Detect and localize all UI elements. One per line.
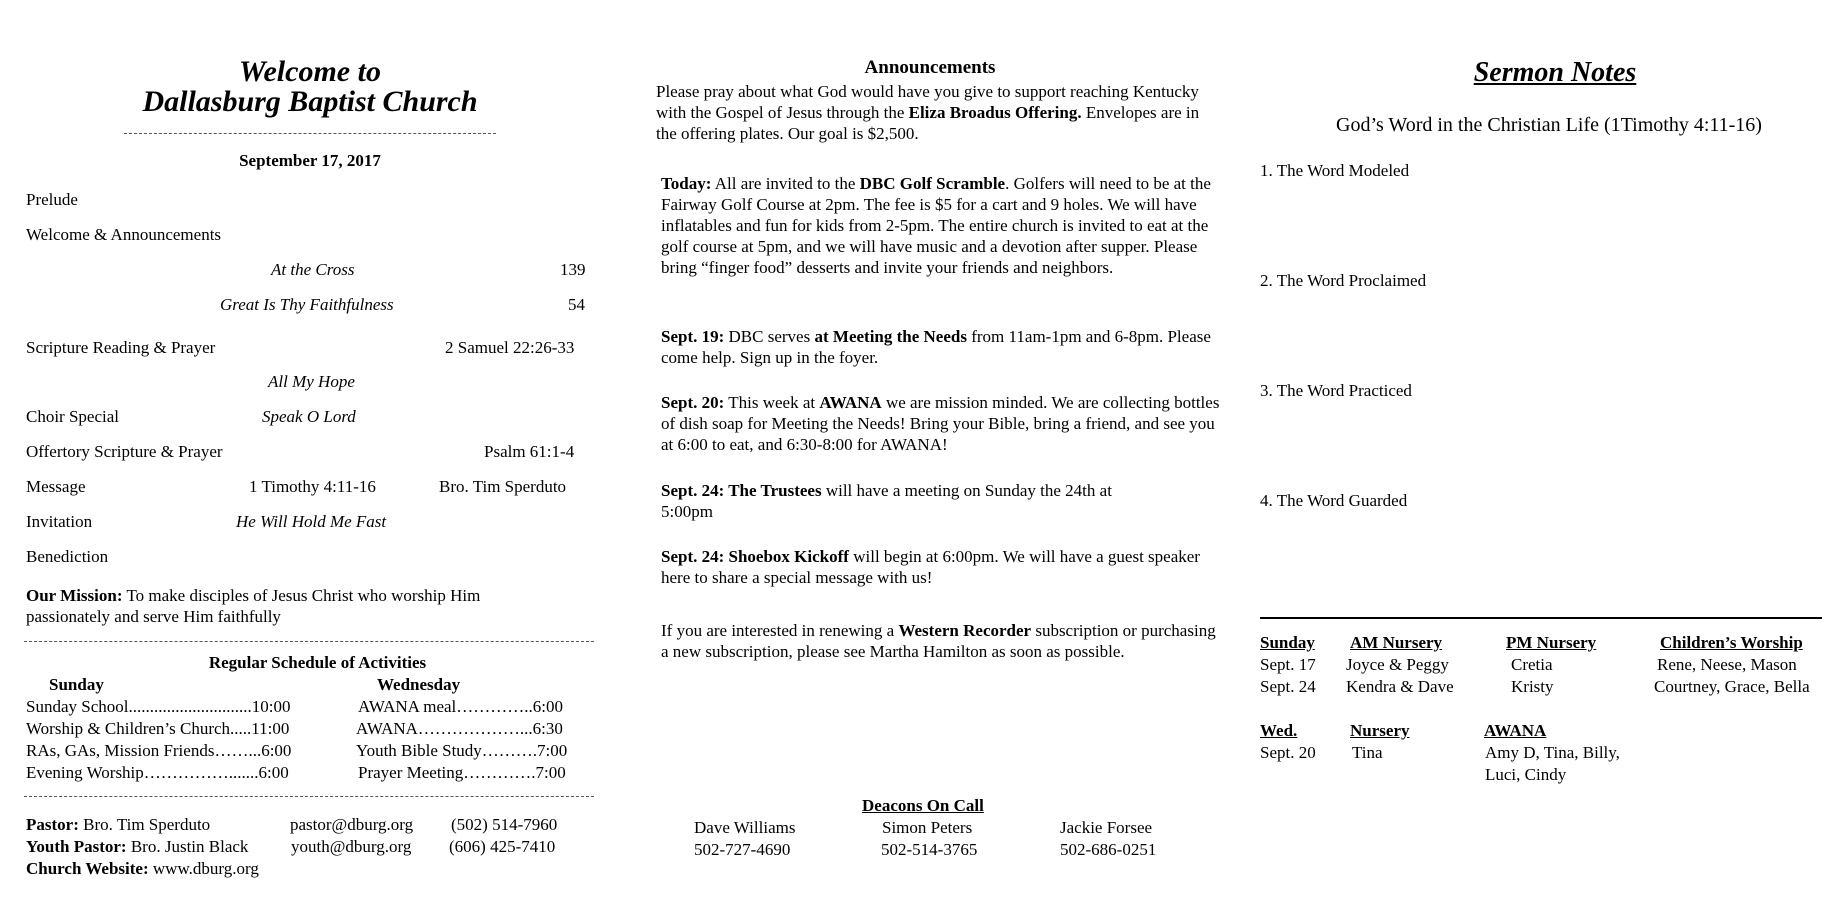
order-choir-special: Choir Special	[26, 407, 120, 426]
sermon-point: 4. The Word Guarded	[1260, 491, 1408, 510]
sermon-notes-title: Sermon Notes	[1473, 57, 1637, 88]
deacon-phone: 502-727-4690	[694, 840, 791, 859]
announcement-trustees: Sept. 24: The Trustees will have a meeting on Sunday the 24th at 5:00pm	[661, 481, 1112, 521]
order-benediction: Benediction	[26, 547, 109, 566]
message-reference: 1 Timothy 4:11-16	[249, 477, 376, 496]
pastor-phone: (502) 514-7960	[451, 815, 558, 834]
sermon-subtitle: God’s Word in the Christian Life (1Timothy 4:11-16)	[1336, 114, 1762, 136]
nursery-am: Joyce & Peggy	[1346, 655, 1449, 674]
announcement-shoebox-kickoff: Sept. 24: Shoebox Kickoff will begin at 6:00pm. We will have a guest speaker here to share a special message with us!	[661, 547, 1200, 587]
mission-divider	[24, 641, 594, 642]
nursery-children: Rene, Neese, Mason	[1657, 655, 1797, 674]
deacon-name: Jackie Forsee	[1060, 818, 1153, 837]
wed-header: Wed.	[1260, 721, 1298, 740]
sermon-point: 2. The Word Proclaimed	[1260, 271, 1427, 290]
deacon-phone: 502-686-0251	[1060, 840, 1157, 859]
deacons-title: Deacons On Call	[862, 796, 984, 815]
nursery-header-sunday: Sunday	[1260, 633, 1315, 652]
announcement-sept-19: Sept. 19: DBC serves at Meeting the Needs from 11am-1pm and 6-8pm. Please come help. Sign up in the foyer.	[661, 327, 1211, 367]
hymn-at-the-cross: At the Cross	[271, 260, 355, 279]
schedule-sunday-row: Worship & Children’s Church.....11:00	[26, 719, 290, 738]
wed-awana-header: AWANA	[1484, 721, 1547, 740]
nursery-children: Courtney, Grace, Bella	[1654, 677, 1810, 696]
wed-date: Sept. 20	[1260, 743, 1316, 762]
nursery-header-pm: PM Nursery	[1506, 633, 1597, 652]
church-website: Church Website: www.dburg.org	[26, 859, 259, 878]
nursery-header-am: AM Nursery	[1350, 633, 1443, 652]
mission-statement: Our Mission: To make disciples of Jesus Christ who worship Him passionately and serve Him faithfully	[26, 586, 481, 626]
order-invitation: Invitation	[26, 512, 93, 531]
announcement-eliza-broadus: Please pray about what God would have you give to support reaching Kentucky with the Gospel of Jesus through the Eliza Broadus Offering. Envelopes are in the offering plates. Our goal is $2,500.	[656, 82, 1200, 143]
deacon-name: Simon Peters	[882, 818, 973, 837]
deacon-phone: 502-514-3765	[881, 840, 978, 859]
nursery-date: Sept. 17	[1260, 655, 1316, 674]
nursery-pm: Kristy	[1511, 677, 1554, 696]
order-message: Message	[26, 477, 86, 496]
nursery-am: Kendra & Dave	[1346, 677, 1454, 696]
schedule-sunday-row: RAs, GAs, Mission Friends……...6:00	[26, 741, 292, 760]
pastor-contact: Pastor: Bro. Tim Sperduto	[26, 815, 211, 834]
nursery-divider	[1260, 617, 1822, 619]
order-prelude: Prelude	[26, 190, 78, 209]
youth-pastor-phone: (606) 425-7410	[449, 837, 556, 856]
schedule-wednesday-row: Prayer Meeting………….7:00	[358, 763, 566, 782]
song-he-will-hold-me-fast: He Will Hold Me Fast	[236, 512, 387, 531]
schedule-wednesday-heading: Wednesday	[377, 675, 461, 694]
schedule-title: Regular Schedule of Activities	[208, 653, 427, 672]
welcome-title-line1: Welcome to	[239, 55, 381, 88]
announcement-golf-scramble: Today: All are invited to the DBC Golf Scramble. Golfers will need to be at the Fairway Golf Course at 2pm. The fee is $5 for a cart and 9 holes. We will have inflatables and fun for kids from 2-5pm. The entire church is invited to eat at the golf course at 5pm, and we will have music and a devotion after supper. Please bring “finger food” desserts and invite your friends and neighbors.	[661, 174, 1211, 277]
order-welcome: Welcome & Announcements	[26, 225, 222, 244]
hymn-great-is-thy-faithfulness: Great Is Thy Faithfulness	[220, 295, 394, 314]
song-all-my-hope: All My Hope	[268, 372, 355, 391]
hymn-number-139: 139	[560, 260, 586, 279]
scripture-reference: 2 Samuel 22:26-33	[445, 338, 575, 357]
deacon-name: Dave Williams	[694, 818, 796, 837]
schedule-wednesday-row: AWANA meal…………..6:00	[358, 697, 563, 716]
sermon-point: 1. The Word Modeled	[1260, 161, 1410, 180]
announcement-sept-20: Sept. 20: This week at AWANA we are mission minded. We are collecting bottles of dish soap for Meeting the Needs! Bring your Bible, bring a friend, and see you at 6:00 to eat, and 6:30-8:00 for AWANA!	[661, 393, 1220, 454]
wed-awana-line2: Luci, Cindy	[1485, 765, 1567, 784]
announcement-western-recorder: If you are interested in renewing a Western Recorder subscription or purchasing a new subscription, please see Martha Hamilton as soon as possible.	[661, 621, 1216, 661]
announcements-title: Announcements	[864, 57, 996, 78]
schedule-divider	[24, 796, 594, 797]
sermon-point: 3. The Word Practiced	[1260, 381, 1412, 400]
wed-nursery-header: Nursery	[1350, 721, 1410, 740]
order-scripture: Scripture Reading & Prayer	[26, 338, 216, 357]
title-divider	[124, 133, 496, 134]
nursery-header-childrens-worship: Children’s Worship	[1660, 633, 1803, 652]
song-speak-o-lord: Speak O Lord	[262, 407, 356, 426]
nursery-date: Sept. 24	[1260, 677, 1316, 696]
offertory-reference: Psalm 61:1-4	[484, 442, 575, 461]
nursery-pm: Cretia	[1511, 655, 1553, 674]
youth-pastor-email[interactable]: youth@dburg.org	[291, 837, 412, 856]
youth-pastor-contact: Youth Pastor: Bro. Justin Black	[26, 837, 249, 856]
pastor-email[interactable]: pastor@dburg.org	[290, 815, 414, 834]
welcome-title-line2: Dallasburg Baptist Church	[142, 85, 478, 118]
church-website-link[interactable]: www.dburg.org	[148, 859, 259, 878]
schedule-wednesday-row: Youth Bible Study……….7:00	[356, 741, 568, 760]
hymn-number-54: 54	[568, 295, 585, 314]
wed-awana-line1: Amy D, Tina, Billy,	[1485, 743, 1620, 762]
schedule-sunday-row: Evening Worship…………….......6:00	[26, 763, 289, 782]
schedule-wednesday-row: AWANA………………...6:30	[356, 719, 563, 738]
service-date: September 17, 2017	[239, 151, 381, 170]
schedule-sunday-heading: Sunday	[49, 675, 104, 694]
order-offertory: Offertory Scripture & Prayer	[26, 442, 223, 461]
wed-nursery: Tina	[1352, 743, 1383, 762]
message-speaker: Bro. Tim Sperduto	[439, 477, 567, 496]
schedule-sunday-row: Sunday School.............................10:00	[26, 697, 291, 716]
